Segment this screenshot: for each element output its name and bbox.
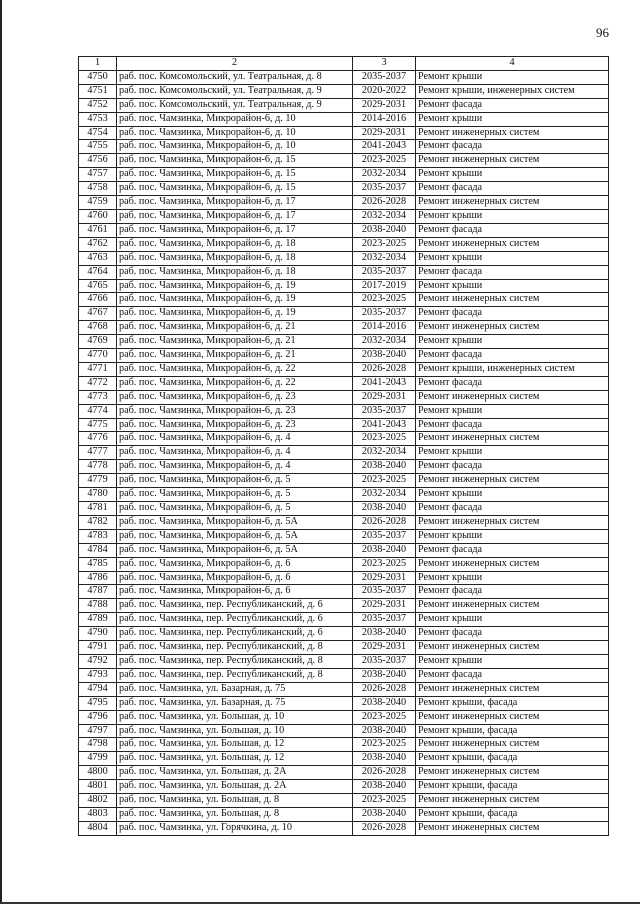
table-row [79,780,609,794]
address-cell: раб. пос. Чамзинка, Микрорайон-6, д. 23 [117,404,353,418]
row-number-cell: 4768 [79,321,117,335]
row-number-cell: 4761 [79,223,117,237]
row-number-cell: 4774 [79,404,117,418]
period-cell: 2029-2031 [353,98,416,112]
work-type-cell: Ремонт инженерных систем [416,821,609,835]
address-cell: раб. пос. Чамзинка, Микрорайон-6, д. 6 [117,571,353,585]
address-cell: раб. пос. Чамзинка, Микрорайон-6, д. 6 [117,585,353,599]
work-type-cell: Ремонт инженерных систем [416,126,609,140]
period-cell: 2041-2043 [353,376,416,390]
row-number-cell: 4755 [79,140,117,154]
address-cell: раб. пос. Чамзинка, Микрорайон-6, д. 4 [117,446,353,460]
address-cell: раб. пос. Чамзинка, ул. Большая, д. 10 [117,710,353,724]
row-number-cell: 4775 [79,418,117,432]
period-cell: 2032-2034 [353,488,416,502]
work-type-cell: Ремонт фасада [416,265,609,279]
row-number-cell: 4776 [79,432,117,446]
address-cell: раб. пос. Чамзинка, ул. Большая, д. 8 [117,794,353,808]
work-type-cell: Ремонт инженерных систем [416,154,609,168]
address-cell: раб. пос. Чамзинка, ул. Базарная, д. 75 [117,682,353,696]
row-number-cell: 4750 [79,70,117,84]
work-type-cell: Ремонт фасада [416,223,609,237]
row-number-cell: 4764 [79,265,117,279]
address-cell: раб. пос. Чамзинка, Микрорайон-6, д. 21 [117,335,353,349]
address-cell: раб. пос. Чамзинка, пер. Республиканский, д. 6 [117,599,353,613]
work-type-cell: Ремонт инженерных систем [416,432,609,446]
work-type-cell: Ремонт инженерных систем [416,738,609,752]
row-number-cell: 4794 [79,682,117,696]
row-number-cell: 4787 [79,585,117,599]
row-number-cell: 4766 [79,293,117,307]
row-number-cell: 4790 [79,627,117,641]
table-row [79,821,609,835]
table-row [79,279,609,293]
address-cell: раб. пос. Чамзинка, Микрорайон-6, д. 23 [117,390,353,404]
row-number-cell: 4784 [79,543,117,557]
column-header-1: 1 [79,57,117,71]
work-type-cell: Ремонт фасада [416,502,609,516]
work-type-cell: Ремонт крыши [416,446,609,460]
work-type-cell: Ремонт крыши [416,404,609,418]
table-row [79,70,609,84]
row-number-cell: 4796 [79,710,117,724]
table-row [79,446,609,460]
table-body [79,70,609,835]
period-cell: 2029-2031 [353,599,416,613]
work-type-cell: Ремонт фасада [416,140,609,154]
work-type-cell: Ремонт инженерных систем [416,237,609,251]
work-type-cell: Ремонт крыши [416,654,609,668]
period-cell: 2023-2025 [353,432,416,446]
period-cell: 2038-2040 [353,696,416,710]
table-row [79,502,609,516]
address-cell: раб. пос. Чамзинка, Микрорайон-6, д. 23 [117,418,353,432]
address-cell: раб. пос. Чамзинка, Микрорайон-6, д. 15 [117,154,353,168]
period-cell: 2032-2034 [353,209,416,223]
work-type-cell: Ремонт инженерных систем [416,682,609,696]
period-cell: 2032-2034 [353,446,416,460]
table-row [79,223,609,237]
table-row [79,84,609,98]
table-row [79,404,609,418]
period-cell: 2026-2028 [353,766,416,780]
period-cell: 2032-2034 [353,335,416,349]
period-cell: 2041-2043 [353,140,416,154]
work-type-cell: Ремонт крыши, инженерных систем [416,84,609,98]
row-number-cell: 4770 [79,349,117,363]
work-type-cell: Ремонт инженерных систем [416,515,609,529]
address-cell: раб. пос. Чамзинка, пер. Республиканский, д. 8 [117,641,353,655]
table-row [79,474,609,488]
period-cell: 2035-2037 [353,404,416,418]
address-cell: раб. пос. Чамзинка, Микрорайон-6, д. 21 [117,321,353,335]
address-cell: раб. пос. Чамзинка, Микрорайон-6, д. 5 [117,488,353,502]
column-header-2: 2 [117,57,353,71]
work-type-cell: Ремонт фасада [416,376,609,390]
period-cell: 2023-2025 [353,738,416,752]
table-row [79,557,609,571]
table-row [79,362,609,376]
address-cell: раб. пос. Чамзинка, ул. Большая, д. 2А [117,780,353,794]
table-row [79,182,609,196]
row-number-cell: 4800 [79,766,117,780]
row-number-cell: 4798 [79,738,117,752]
table-row [79,154,609,168]
address-cell: раб. пос. Чамзинка, Микрорайон-6, д. 19 [117,307,353,321]
row-number-cell: 4797 [79,724,117,738]
period-cell: 2023-2025 [353,557,416,571]
row-number-cell: 4791 [79,641,117,655]
period-cell: 2038-2040 [353,780,416,794]
work-type-cell: Ремонт фасада [416,418,609,432]
column-header-4: 4 [416,57,609,71]
table-row [79,293,609,307]
row-number-cell: 4802 [79,794,117,808]
repair-schedule-table [78,56,609,836]
period-cell: 2029-2031 [353,126,416,140]
work-type-cell: Ремонт инженерных систем [416,766,609,780]
period-cell: 2035-2037 [353,585,416,599]
period-cell: 2038-2040 [353,349,416,363]
row-number-cell: 4753 [79,112,117,126]
period-cell: 2029-2031 [353,641,416,655]
table-row [79,432,609,446]
address-cell: раб. пос. Чамзинка, пер. Республиканский, д. 6 [117,627,353,641]
address-cell: раб. пос. Чамзинка, Микрорайон-6, д. 21 [117,349,353,363]
row-number-cell: 4757 [79,168,117,182]
table-row [79,682,609,696]
period-cell: 2023-2025 [353,154,416,168]
address-cell: раб. пос. Чамзинка, Микрорайон-6, д. 5 [117,474,353,488]
table-row [79,599,609,613]
table-row [79,571,609,585]
address-cell: раб. пос. Чамзинка, Микрорайон-6, д. 6 [117,557,353,571]
row-number-cell: 4804 [79,821,117,835]
work-type-cell: Ремонт крыши [416,70,609,84]
address-cell: раб. пос. Чамзинка, Микрорайон-6, д. 17 [117,209,353,223]
address-cell: раб. пос. Чамзинка, Микрорайон-6, д. 10 [117,140,353,154]
address-cell: раб. пос. Чамзинка, Микрорайон-6, д. 19 [117,293,353,307]
work-type-cell: Ремонт фасада [416,182,609,196]
address-cell: раб. пос. Чамзинка, Микрорайон-6, д. 18 [117,265,353,279]
address-cell: раб. пос. Чамзинка, ул. Большая, д. 2А [117,766,353,780]
row-number-cell: 4793 [79,668,117,682]
address-cell: раб. пос. Чамзинка, пер. Республиканский, д. 6 [117,613,353,627]
work-type-cell: Ремонт инженерных систем [416,641,609,655]
work-type-cell: Ремонт фасада [416,668,609,682]
row-number-cell: 4789 [79,613,117,627]
table-row [79,321,609,335]
work-type-cell: Ремонт крыши [416,488,609,502]
address-cell: раб. пос. Чамзинка, Микрорайон-6, д. 22 [117,362,353,376]
table-row [79,335,609,349]
period-cell: 2032-2034 [353,168,416,182]
row-number-cell: 4754 [79,126,117,140]
row-number-cell: 4765 [79,279,117,293]
table-row [79,641,609,655]
work-type-cell: Ремонт крыши, фасада [416,807,609,821]
row-number-cell: 4786 [79,571,117,585]
work-type-cell: Ремонт крыши [416,168,609,182]
table-row [79,196,609,210]
address-cell: раб. пос. Чамзинка, Микрорайон-6, д. 15 [117,182,353,196]
table-row [79,613,609,627]
column-header-3: 3 [353,57,416,71]
work-type-cell: Ремонт инженерных систем [416,474,609,488]
work-type-cell: Ремонт крыши [416,335,609,349]
work-type-cell: Ремонт крыши [416,279,609,293]
period-cell: 2035-2037 [353,613,416,627]
period-cell: 2035-2037 [353,182,416,196]
period-cell: 2014-2016 [353,321,416,335]
address-cell: раб. пос. Чамзинка, Микрорайон-6, д. 18 [117,251,353,265]
period-cell: 2023-2025 [353,293,416,307]
row-number-cell: 4759 [79,196,117,210]
address-cell: раб. пос. Чамзинка, Микрорайон-6, д. 10 [117,112,353,126]
address-cell: раб. пос. Чамзинка, Микрорайон-6, д. 4 [117,432,353,446]
work-type-cell: Ремонт фасада [416,543,609,557]
row-number-cell: 4782 [79,515,117,529]
period-cell: 2017-2019 [353,279,416,293]
address-cell: раб. пос. Чамзинка, Микрорайон-6, д. 4 [117,460,353,474]
table-row [79,390,609,404]
work-type-cell: Ремонт инженерных систем [416,599,609,613]
period-cell: 2029-2031 [353,390,416,404]
address-cell: раб. пос. Комсомольский, ул. Театральная, д. 9 [117,84,353,98]
period-cell: 2038-2040 [353,668,416,682]
work-type-cell: Ремонт фасада [416,98,609,112]
work-type-cell: Ремонт фасада [416,349,609,363]
table-row [79,529,609,543]
address-cell: раб. пос. Чамзинка, Микрорайон-6, д. 5 [117,502,353,516]
page-number: 96 [596,25,609,40]
period-cell: 2029-2031 [353,571,416,585]
work-type-cell: Ремонт крыши [416,571,609,585]
row-number-cell: 4762 [79,237,117,251]
address-cell: раб. пос. Чамзинка, Микрорайон-6, д. 5А [117,529,353,543]
period-cell: 2023-2025 [353,794,416,808]
period-cell: 2038-2040 [353,460,416,474]
scan-left-edge [0,0,2,904]
table-row [79,140,609,154]
address-cell: раб. пос. Чамзинка, пер. Республиканский, д. 8 [117,668,353,682]
row-number-cell: 4767 [79,307,117,321]
work-type-cell: Ремонт инженерных систем [416,196,609,210]
period-cell: 2038-2040 [353,724,416,738]
address-cell: раб. пос. Чамзинка, Микрорайон-6, д. 17 [117,223,353,237]
row-number-cell: 4795 [79,696,117,710]
work-type-cell: Ремонт крыши [416,112,609,126]
work-type-cell: Ремонт фасада [416,307,609,321]
table-row [79,376,609,390]
address-cell: раб. пос. Чамзинка, Микрорайон-6, д. 17 [117,196,353,210]
address-cell: раб. пос. Чамзинка, ул. Большая, д. 10 [117,724,353,738]
period-cell: 2026-2028 [353,821,416,835]
address-cell: раб. пос. Комсомольский, ул. Театральная, д. 8 [117,70,353,84]
work-type-cell: Ремонт крыши, инженерных систем [416,362,609,376]
period-cell: 2035-2037 [353,654,416,668]
table-row [79,724,609,738]
table-row [79,627,609,641]
work-type-cell: Ремонт инженерных систем [416,390,609,404]
address-cell: раб. пос. Чамзинка, Микрорайон-6, д. 19 [117,279,353,293]
row-number-cell: 4773 [79,390,117,404]
address-cell: раб. пос. Чамзинка, Микрорайон-6, д. 18 [117,237,353,251]
row-number-cell: 4772 [79,376,117,390]
table-row [79,488,609,502]
address-cell: раб. пос. Чамзинка, ул. Большая, д. 8 [117,807,353,821]
row-number-cell: 4778 [79,460,117,474]
table-row [79,265,609,279]
row-number-cell: 4792 [79,654,117,668]
address-cell: раб. пос. Комсомольский, ул. Театральная, д. 9 [117,98,353,112]
row-number-cell: 4799 [79,752,117,766]
table-row [79,209,609,223]
address-cell: раб. пос. Чамзинка, ул. Базарная, д. 75 [117,696,353,710]
table-row [79,794,609,808]
table-row [79,654,609,668]
table-row [79,585,609,599]
row-number-cell: 4788 [79,599,117,613]
period-cell: 2026-2028 [353,515,416,529]
address-cell: раб. пос. Чамзинка, Микрорайон-6, д. 5А [117,515,353,529]
period-cell: 2026-2028 [353,196,416,210]
table-row [79,807,609,821]
period-cell: 2041-2043 [353,418,416,432]
work-type-cell: Ремонт крыши, фасада [416,696,609,710]
address-cell: раб. пос. Чамзинка, Микрорайон-6, д. 15 [117,168,353,182]
period-cell: 2035-2037 [353,529,416,543]
work-type-cell: Ремонт крыши, фасада [416,724,609,738]
row-number-cell: 4779 [79,474,117,488]
address-cell: раб. пос. Чамзинка, Микрорайон-6, д. 5А [117,543,353,557]
work-type-cell: Ремонт инженерных систем [416,557,609,571]
work-type-cell: Ремонт крыши [416,251,609,265]
work-type-cell: Ремонт крыши, фасада [416,752,609,766]
table-row [79,543,609,557]
period-cell: 2038-2040 [353,223,416,237]
address-cell: раб. пос. Чамзинка, ул. Большая, д. 12 [117,752,353,766]
row-number-cell: 4760 [79,209,117,223]
period-cell: 2032-2034 [353,251,416,265]
table-row [79,307,609,321]
address-cell: раб. пос. Чамзинка, ул. Большая, д. 12 [117,738,353,752]
row-number-cell: 4756 [79,154,117,168]
work-type-cell: Ремонт крыши, фасада [416,780,609,794]
row-number-cell: 4752 [79,98,117,112]
column-number-header-row [79,57,609,71]
period-cell: 2038-2040 [353,752,416,766]
row-number-cell: 4777 [79,446,117,460]
work-type-cell: Ремонт инженерных систем [416,293,609,307]
work-type-cell: Ремонт крыши [416,613,609,627]
work-type-cell: Ремонт инженерных систем [416,321,609,335]
table-row [79,349,609,363]
table-row [79,251,609,265]
table-row [79,237,609,251]
address-cell: раб. пос. Чамзинка, Микрорайон-6, д. 10 [117,126,353,140]
table-row [79,515,609,529]
table-row [79,738,609,752]
work-type-cell: Ремонт фасада [416,585,609,599]
period-cell: 2026-2028 [353,362,416,376]
period-cell: 2023-2025 [353,710,416,724]
work-type-cell: Ремонт инженерных систем [416,794,609,808]
period-cell: 2035-2037 [353,307,416,321]
row-number-cell: 4781 [79,502,117,516]
work-type-cell: Ремонт фасада [416,460,609,474]
row-number-cell: 4780 [79,488,117,502]
row-number-cell: 4783 [79,529,117,543]
table-row [79,112,609,126]
row-number-cell: 4758 [79,182,117,196]
period-cell: 2014-2016 [353,112,416,126]
period-cell: 2020-2022 [353,84,416,98]
table-row [79,752,609,766]
period-cell: 2026-2028 [353,682,416,696]
work-type-cell: Ремонт крыши [416,529,609,543]
address-cell: раб. пос. Чамзинка, ул. Горячкина, д. 10 [117,821,353,835]
row-number-cell: 4771 [79,362,117,376]
period-cell: 2038-2040 [353,627,416,641]
table-row [79,126,609,140]
period-cell: 2023-2025 [353,237,416,251]
period-cell: 2038-2040 [353,543,416,557]
table-row [79,710,609,724]
address-cell: раб. пос. Чамзинка, пер. Республиканский, д. 8 [117,654,353,668]
work-type-cell: Ремонт инженерных систем [416,710,609,724]
table-row [79,98,609,112]
row-number-cell: 4763 [79,251,117,265]
period-cell: 2035-2037 [353,265,416,279]
table-row [79,418,609,432]
period-cell: 2038-2040 [353,807,416,821]
row-number-cell: 4769 [79,335,117,349]
row-number-cell: 4751 [79,84,117,98]
work-type-cell: Ремонт крыши [416,209,609,223]
address-cell: раб. пос. Чамзинка, Микрорайон-6, д. 22 [117,376,353,390]
row-number-cell: 4803 [79,807,117,821]
work-type-cell: Ремонт фасада [416,627,609,641]
table-row [79,168,609,182]
row-number-cell: 4785 [79,557,117,571]
period-cell: 2035-2037 [353,70,416,84]
table-row [79,696,609,710]
period-cell: 2038-2040 [353,502,416,516]
period-cell: 2023-2025 [353,474,416,488]
table-row [79,460,609,474]
table-row [79,668,609,682]
table-row [79,766,609,780]
row-number-cell: 4801 [79,780,117,794]
repair-schedule-table-container [78,56,608,836]
